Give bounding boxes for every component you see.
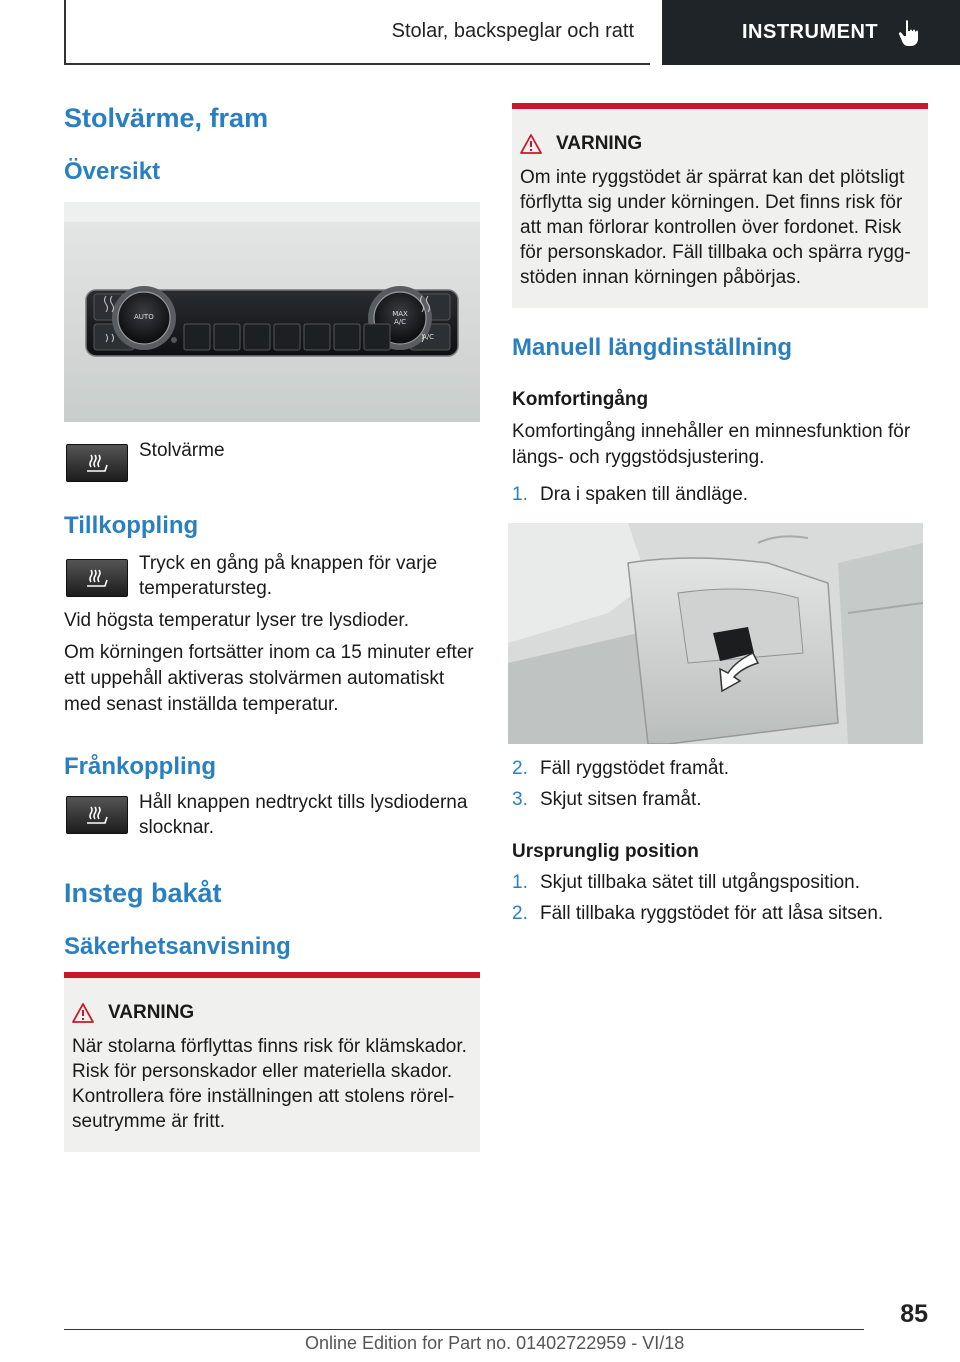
list-item — [512, 482, 928, 508]
heading-heated-seats: Stolvärme, fram — [64, 103, 269, 133]
list-item — [512, 870, 928, 896]
steps-list-1 — [512, 482, 928, 508]
comfort-entry-text: Komfortingång innehåller en minnesfunktion för längs- och ryggstödsjustering. — [512, 421, 911, 468]
heading-overview: Översikt — [64, 158, 161, 185]
heading-switch-off: Frånkoppling — [64, 753, 216, 780]
warning-triangle-icon — [520, 134, 542, 154]
warning-text-left: När stolarna förflyttas finns risk för klämskador. Risk för personskador eller materiella skador. Kontrollera före inställningen att stolens rörelseutrymme är fritt. — [72, 1036, 467, 1132]
header-rule-bottom — [64, 63, 650, 65]
header-chapter-label: INSTRUMENT — [742, 21, 879, 43]
switch-off-instruction: Håll knappen nedtryckt tills lysdioderna slocknar. — [139, 792, 468, 838]
heading-manual-adjustment: Manuell längdinställning — [512, 334, 793, 361]
climate-panel-figure — [64, 202, 480, 422]
page-number: 85 — [900, 1300, 928, 1328]
seat-heating-caption: Stolvärme — [139, 440, 225, 461]
list-item-text: Dra i spaken till ändläge. — [540, 484, 749, 505]
footer-rule — [64, 1329, 864, 1330]
list-item-number: 1. — [512, 484, 528, 505]
warning-box-left — [64, 972, 480, 1152]
list-item-number: 2. — [512, 903, 528, 924]
warning-label-right: VARNING — [556, 133, 643, 154]
knob-auto-label: AUTO — [134, 313, 154, 321]
warning-title-left — [72, 1002, 194, 1024]
footer-edition: Online Edition for Part no. 01402722959 - VI/18 — [305, 1333, 685, 1353]
pointing-hand-icon — [898, 19, 920, 47]
seat-heating-icon — [83, 451, 111, 475]
list-item-text: Skjut sitsen framåt. — [540, 789, 702, 810]
climate-panel-illustration — [64, 202, 480, 422]
warning-title-right — [520, 133, 642, 155]
header-section-title: Stolar, backspeglar och ratt — [391, 20, 634, 42]
seat-heating-button-icon-off — [66, 796, 128, 834]
header-chapter-tab[interactable] — [662, 0, 960, 65]
heading-original-position: Ursprunglig position — [512, 841, 699, 862]
list-item-number: 1. — [512, 872, 528, 893]
seat-heating-icon — [83, 803, 111, 827]
seat-heating-icon — [83, 566, 111, 590]
list-item-number: 3. — [512, 789, 528, 810]
warning-box-right — [512, 103, 928, 308]
knob-max-ac-label: MAX A/C — [392, 310, 408, 326]
seat-lever-figure — [508, 523, 923, 744]
heading-switch-on: Tillkoppling — [64, 512, 199, 539]
steps-list-2 — [512, 756, 928, 813]
seat-heating-button-icon-on — [66, 559, 128, 597]
heading-rear-entry: Insteg bakåt — [64, 878, 222, 908]
heading-comfort-entry: Komfortingång — [512, 389, 649, 410]
warning-text-right: Om inte ryggstödet är spärrat kan det plötsligt förflytta sig under körningen. Det finns risk för att man förlorar kontrollen över fordonet. Risk för personskador. Fäll tillbaka och spärra ryggstöden innan körningen påbörjas. — [520, 167, 911, 288]
list-item — [512, 756, 928, 782]
list-item — [512, 787, 928, 813]
steps-list-3 — [512, 870, 928, 927]
list-item-text: Fäll tillbaka ryggstödet för att låsa sitsen. — [540, 903, 884, 924]
list-item-text: Fäll ryggstödet framåt. — [540, 758, 730, 779]
warning-label-left: VARNING — [108, 1002, 195, 1023]
list-item-text: Skjut tillbaka sätet till utgångsposition. — [540, 872, 861, 893]
seat-lever-illustration — [508, 523, 923, 744]
switch-on-para2: Om körningen fortsätter inom ca 15 minuter efter ett uppehåll aktiveras stolvärmen automatiskt med senast inställda temperatur. — [64, 642, 474, 715]
ac-button-label: A/C — [422, 333, 435, 341]
seat-heating-button-icon — [66, 444, 128, 482]
list-item — [512, 901, 928, 927]
heading-safety-note: Säkerhetsanvisning — [64, 933, 291, 960]
switch-on-para1: Vid högsta temperatur lyser tre lysdioder. — [64, 610, 409, 631]
switch-on-instruction: Tryck en gång på knappen för varje temperatursteg. — [139, 553, 438, 599]
list-item-number: 2. — [512, 758, 528, 779]
warning-triangle-icon — [72, 1003, 94, 1023]
